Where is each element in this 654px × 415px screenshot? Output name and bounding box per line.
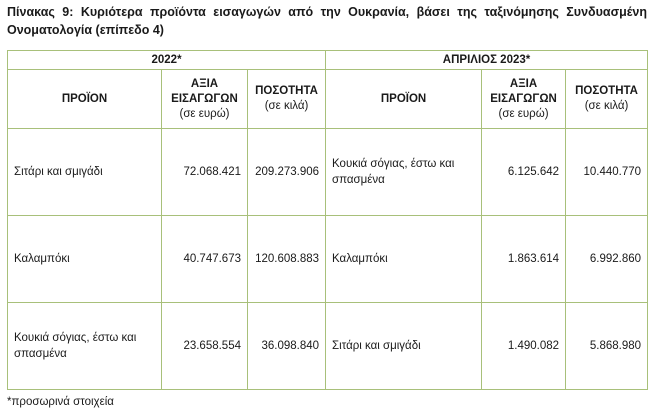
cell-product-2022: Σιτάρι και σμιγάδι — [8, 129, 162, 216]
cell-value-2022: 72.068.421 — [162, 129, 248, 216]
col-header-quantity-2 — [566, 70, 648, 129]
group-header-row — [8, 51, 648, 70]
col-header-quantity-label: ΠΟΣΟΤΗΤΑ — [255, 85, 318, 97]
table-row — [8, 216, 648, 303]
col-header-value — [162, 70, 248, 129]
cell-quantity-2022: 120.608.883 — [248, 216, 326, 303]
table-row — [8, 303, 648, 390]
table-row — [8, 129, 648, 216]
footnote: *προσωρινά στοιχεία — [7, 396, 114, 408]
cell-value-2023: 6.125.642 — [482, 129, 566, 216]
cell-quantity-2022: 36.098.840 — [248, 303, 326, 390]
cell-product-2022: Κουκιά σόγιας, έστω και σπασμένα — [8, 303, 162, 390]
cell-value-2022: 40.747.673 — [162, 216, 248, 303]
col-header-value-unit-2: (σε ευρώ) — [498, 107, 549, 120]
column-header-row — [8, 70, 648, 129]
col-header-quantity — [248, 70, 326, 129]
col-header-quantity-unit: (σε κιλά) — [264, 100, 309, 112]
col-header-value-unit: (σε ευρώ) — [179, 107, 230, 120]
cell-value-2022: 23.658.554 — [162, 303, 248, 390]
col-header-quantity-unit-2: (σε κιλά) — [584, 100, 629, 112]
cell-quantity-2022: 209.273.906 — [248, 129, 326, 216]
cell-product-2023: Σιτάρι και σμιγάδι — [326, 303, 482, 390]
cell-product-2022: Καλαμπόκι — [8, 216, 162, 303]
cell-value-2023: 1.863.614 — [482, 216, 566, 303]
cell-value-2023: 1.490.082 — [482, 303, 566, 390]
cell-quantity-2023: 10.440.770 — [566, 129, 648, 216]
group-header-2022: 2022* — [8, 51, 326, 70]
col-header-product-2: ΠΡΟΪΟΝ — [326, 70, 482, 129]
cell-product-2023: Καλαμπόκι — [326, 216, 482, 303]
col-header-value-label-2: ΑΞΙΑ ΕΙΣΑΓΩΓΩΝ — [490, 77, 557, 105]
col-header-value-label: ΑΞΙΑ ΕΙΣΑΓΩΓΩΝ — [171, 77, 238, 105]
table-title: Πίνακας 9: Κυριότερα προϊόντα εισαγωγών από την Ουκρανία, βάσει της ταξινόμησης Συνδυασμένη Ονοματολογία (επίπεδο 4) — [7, 5, 647, 37]
cell-product-2023: Κουκιά σόγιας, έστω και σπασμένα — [326, 129, 482, 216]
col-header-value-2 — [482, 70, 566, 129]
cell-quantity-2023: 6.992.860 — [566, 216, 648, 303]
cell-quantity-2023: 5.868.980 — [566, 303, 648, 390]
col-header-product: ΠΡΟΪΟΝ — [8, 70, 162, 129]
group-header-april-2023: ΑΠΡΙΛΙΟΣ 2023* — [326, 51, 648, 70]
col-header-quantity-label-2: ΠΟΣΟΤΗΤΑ — [575, 85, 638, 97]
imports-table — [7, 50, 648, 390]
